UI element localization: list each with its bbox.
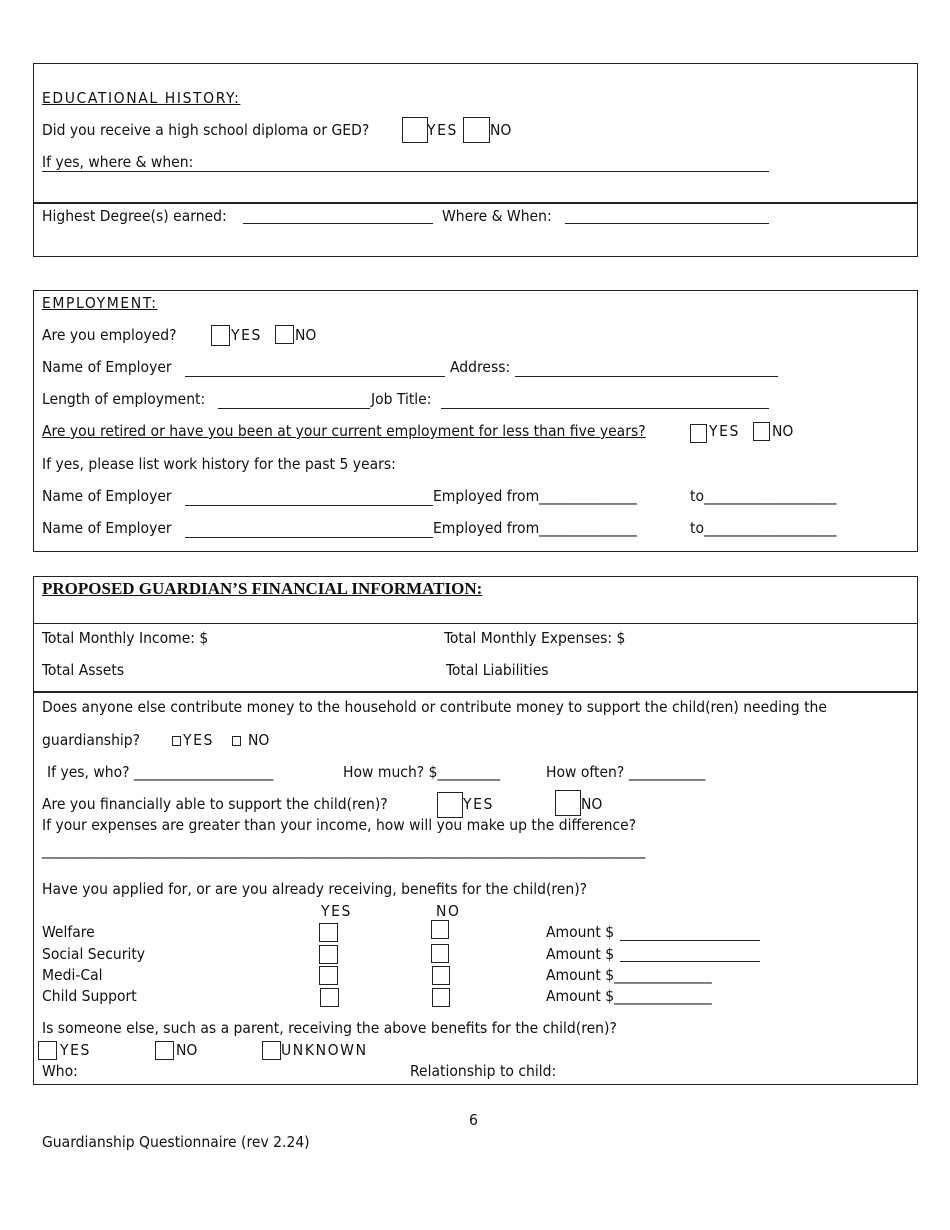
someone-else-question: Is someone else, such as a parent, receiving the above benefits for the child(ren)? <box>42 1019 617 1037</box>
benefit-amount-field[interactable] <box>620 961 760 962</box>
if-yes-where-field[interactable] <box>42 171 769 172</box>
contribution-frequency-field[interactable]: How often? ___________ <box>546 763 706 781</box>
history-to-field[interactable]: to___________________ <box>690 519 837 537</box>
benefit-amount-field[interactable]: Amount $______________ <box>546 966 712 984</box>
employment-length-label: Length of employment: <box>42 390 206 408</box>
benefits-no-column: NO <box>436 902 461 920</box>
contribute-yes-label: YES <box>183 731 214 749</box>
employer-address-field[interactable] <box>515 376 778 377</box>
someone-yes-checkbox[interactable] <box>38 1041 57 1060</box>
education-heading: EDUCATIONAL HISTORY: <box>42 89 241 107</box>
financial-heading: PROPOSED GUARDIAN’S FINANCIAL INFORMATION: <box>42 579 483 598</box>
able-no-checkbox[interactable] <box>555 790 581 816</box>
history-employer-label: Name of Employer <box>42 519 172 537</box>
contribute-no-label: NO <box>248 731 270 749</box>
history-employer-field[interactable] <box>185 505 433 506</box>
benefit-yes-checkbox[interactable] <box>319 966 338 985</box>
retired-question: Are you retired or have you been at your current employment for less than five years? <box>42 422 646 440</box>
benefit-amount-label: Amount $ <box>546 945 615 963</box>
page-number: 6 <box>469 1111 478 1129</box>
total-liabilities-label: Total Liabilities <box>446 661 549 679</box>
contribute-no-checkbox[interactable] <box>232 736 241 746</box>
retired-no-checkbox[interactable] <box>753 422 770 441</box>
benefit-amount-field[interactable]: Amount $______________ <box>546 987 712 1005</box>
employment-heading: EMPLOYMENT: <box>42 294 158 312</box>
contribute-question: Does anyone else contribute money to the household or contribute money to support the child(ren) needing the <box>42 698 827 716</box>
degree-where-when-field[interactable] <box>565 223 769 224</box>
someone-yes-label: YES <box>60 1041 91 1059</box>
employed-no-checkbox[interactable] <box>275 325 294 344</box>
employer-address-label: Address: <box>450 358 511 376</box>
history-to-field[interactable]: to___________________ <box>690 487 837 505</box>
someone-no-label: NO <box>176 1041 198 1059</box>
benefit-yes-checkbox[interactable] <box>319 945 338 964</box>
contribute-question-cont: guardianship? <box>42 731 141 749</box>
able-no-label: NO <box>581 795 603 813</box>
someone-no-checkbox[interactable] <box>155 1041 174 1060</box>
diploma-no-checkbox[interactable] <box>463 117 490 143</box>
job-title-label: Job Title: <box>371 390 432 408</box>
financial-totals-divider <box>34 691 917 693</box>
if-yes-where-label: If yes, where & when: <box>42 153 194 171</box>
relationship-label: Relationship to child: <box>410 1062 557 1080</box>
contributor-who-field[interactable]: If yes, who? ____________________ <box>47 763 274 781</box>
contribute-yes-checkbox[interactable] <box>172 736 181 746</box>
diploma-yes-label: YES <box>427 121 458 139</box>
benefit-yes-checkbox[interactable] <box>319 923 338 942</box>
history-employer-label: Name of Employer <box>42 487 172 505</box>
diploma-question: Did you receive a high school diploma or GED? <box>42 121 370 139</box>
benefit-no-checkbox[interactable] <box>432 988 450 1007</box>
employer-name-label: Name of Employer <box>42 358 172 376</box>
who-label: Who: <box>42 1062 78 1080</box>
history-employer-field[interactable] <box>185 537 433 538</box>
employed-yes-label: YES <box>231 326 262 344</box>
benefit-name: Child Support <box>42 987 137 1005</box>
able-yes-label: YES <box>463 795 494 813</box>
diploma-no-label: NO <box>490 121 512 139</box>
benefit-name: Social Security <box>42 945 146 963</box>
education-divider <box>34 202 917 204</box>
total-assets-label: Total Assets <box>42 661 125 679</box>
work-history-prompt: If yes, please list work history for the past 5 years: <box>42 455 396 473</box>
employed-no-label: NO <box>295 326 317 344</box>
monthly-income-label: Total Monthly Income: $ <box>42 629 209 647</box>
financial-header-divider <box>34 623 917 624</box>
employed-yes-checkbox[interactable] <box>211 325 230 346</box>
benefit-yes-checkbox[interactable] <box>320 988 339 1007</box>
benefit-no-checkbox[interactable] <box>431 920 449 939</box>
retired-yes-checkbox[interactable] <box>690 424 707 443</box>
benefit-name: Medi-Cal <box>42 966 103 984</box>
expenses-answer-field[interactable]: __________________________________________________________________________________________ <box>42 842 646 859</box>
benefit-name: Welfare <box>42 923 95 941</box>
employment-length-field[interactable] <box>218 408 370 409</box>
retired-no-label: NO <box>772 422 794 440</box>
benefit-no-checkbox[interactable] <box>431 944 449 963</box>
history-from-field[interactable]: Employed from______________ <box>433 487 637 505</box>
benefits-question: Have you applied for, or are you already receiving, benefits for the child(ren)? <box>42 880 588 898</box>
able-yes-checkbox[interactable] <box>437 792 463 818</box>
benefits-yes-column: YES <box>321 902 352 920</box>
diploma-yes-checkbox[interactable] <box>402 117 428 143</box>
retired-yes-label: YES <box>709 422 740 440</box>
highest-degree-field[interactable] <box>243 223 433 224</box>
job-title-field[interactable] <box>441 408 769 409</box>
someone-unknown-checkbox[interactable] <box>262 1041 281 1060</box>
expenses-question: If your expenses are greater than your income, how will you make up the difference? <box>42 816 637 834</box>
someone-unknown-label: UNKNOWN <box>281 1041 368 1059</box>
employer-name-field[interactable] <box>185 376 445 377</box>
able-to-support-question: Are you financially able to support the child(ren)? <box>42 795 388 813</box>
degree-where-when-label: Where & When: <box>442 207 552 225</box>
employed-question: Are you employed? <box>42 326 177 344</box>
form-name: Guardianship Questionnaire (rev 2.24) <box>42 1133 310 1151</box>
benefit-amount-label: Amount $ <box>546 923 615 941</box>
contribution-amount-field[interactable]: How much? $_________ <box>343 763 501 781</box>
benefit-amount-field[interactable] <box>620 940 760 941</box>
history-from-field[interactable]: Employed from______________ <box>433 519 637 537</box>
benefit-no-checkbox[interactable] <box>432 966 450 985</box>
monthly-expenses-label: Total Monthly Expenses: $ <box>444 629 626 647</box>
highest-degree-label: Highest Degree(s) earned: <box>42 207 227 225</box>
